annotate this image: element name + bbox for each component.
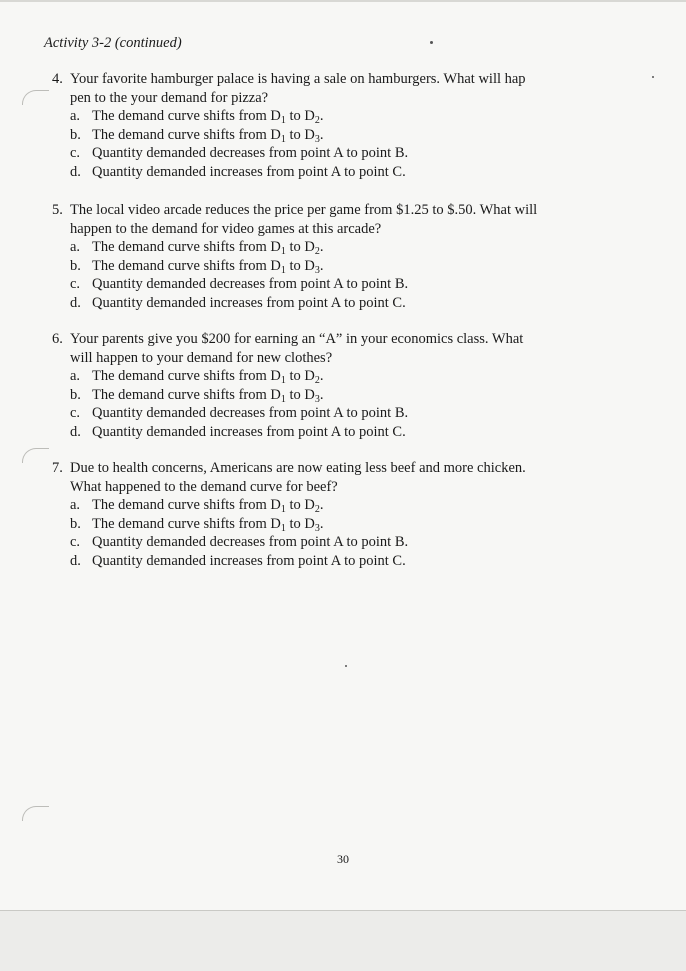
question-text: will happen to your demand for new clothes?: [70, 349, 333, 366]
scan-speck: [345, 665, 347, 667]
question-6: [52, 330, 612, 441]
question-text: Your parents give you $200 for earning an “A” in your economics class. What: [70, 331, 524, 347]
question-text: What happened to the demand curve for beef?: [70, 478, 338, 495]
option-c: c. Quantity demanded decreases from point A to point B.: [70, 405, 409, 421]
question-number: 5.: [52, 202, 63, 218]
scan-speck: [652, 76, 654, 78]
option-b: b. The demand curve shifts from $D_1$ to $D_3$.: [70, 257, 324, 276]
question-number: 6.: [52, 331, 63, 347]
option-c: c. Quantity demanded decreases from point A to point B.: [70, 534, 409, 550]
question-number: 4.: [52, 71, 63, 87]
option-c: c. Quantity demanded decreases from point A to point B.: [70, 276, 409, 292]
option-b: b. The demand curve shifts from $D_1$ to $D_3$.: [70, 386, 324, 405]
question-5: [52, 201, 612, 312]
punch-hole-mark: [22, 90, 49, 105]
question-number: 7.: [52, 460, 63, 476]
option-c: c. Quantity demanded decreases from point A to point B.: [70, 145, 409, 161]
page-number: 30: [337, 852, 349, 866]
question-text: Your favorite hamburger palace is having a sale on hamburgers. What will hap: [70, 71, 526, 87]
option-a: a. The demand curve shifts from $D_1$ to $D_2$.: [70, 239, 324, 257]
question-4: [52, 70, 612, 181]
page-top-edge: [0, 0, 686, 2]
option-d: d. Quantity demanded increases from point A to point C.: [70, 423, 406, 440]
activity-header: Activity 3-2 (continued): [44, 35, 182, 51]
question-text: pen to the your demand for pizza?: [70, 89, 269, 106]
option-d: d. Quantity demanded increases from point A to point C.: [70, 552, 406, 569]
question-text: The local video arcade reduces the price per game from $1.25 to $.50. What will: [70, 202, 538, 218]
option-a: a. The demand curve shifts from $D_1$ to $D_2$.: [70, 497, 324, 515]
question-7: [52, 459, 612, 570]
option-d: d. Quantity demanded increases from point A to point C.: [70, 294, 406, 311]
punch-hole-mark: [22, 806, 49, 821]
scan-speck: [430, 41, 433, 44]
question-text: Due to health concerns, Americans are now eating less beef and more chicken.: [70, 460, 526, 476]
option-a: a. The demand curve shifts from $D_1$ to $D_2$.: [70, 368, 324, 386]
option-b: b. The demand curve shifts from $D_1$ to $D_3$.: [70, 515, 324, 534]
option-a: a. The demand curve shifts from $D_1$ to $D_2$.: [70, 108, 324, 126]
option-b: b. The demand curve shifts from $D_1$ to $D_3$.: [70, 126, 324, 145]
option-d: d. Quantity demanded increases from point A to point C.: [70, 163, 406, 180]
punch-hole-mark: [22, 448, 49, 463]
scan-bottom-margin: [0, 910, 686, 971]
question-text: happen to the demand for video games at this arcade?: [70, 220, 382, 237]
